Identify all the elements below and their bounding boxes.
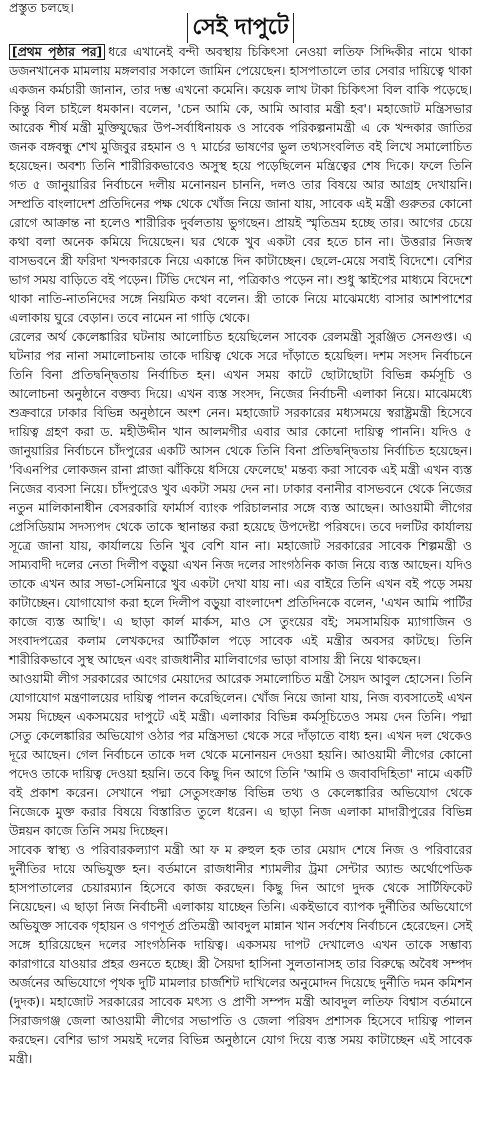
article-paragraph [9,43,472,328]
paragraph-text: ধরে এখানেই বন্দী অবস্থায় চিকিৎসা নেওয়া লতিফ সিদ্দিকীর নামে থাকা ডজনখানেক মামলায় মঙ্গলবার সকালে জামিন পেয়েছেন। হাসপাতালে তার সেবার দায়িত্বে থাকা একজন কর্মচারী জানান, তার দম্ভ এখনো কমেনি। কয়েক লাখ টাকা চিকিৎসা বিল বাকি পড়েছে। কিন্তু বিল চাইলে ধমকান। বলেন, 'চেন আমি কে, আমি আবার মন্ত্রী হব'। মহাজোট মন্ত্রিসভার আরেক শীর্ষ মন্ত্রী মুক্তিযুদ্ধের উপ-সর্বাধিনায়ক ও সাবেক পরিকল্পনামন্ত্রী এ কে খন্দকার জাতির জনক বঙ্গবন্ধু শেখ মুজিবুর রহমান ও ৭ মার্চের ভাষণের ভুল তথ্যসংবলিত বই লিখে সমালোচিত হয়েছেন। অবশ্য তিনি শারীরিকভাবেও অসুস্থ হয়ে পড়েছিলেন মন্ত্রিত্বের শেষ দিকে। ফলে তিনি গত ৫ জানুয়ারির নির্বাচনে দলীয় মনোনয়ন চাননি, দলও তার বিষয়ে আর আগ্রহ দেখায়নি। সম্প্রতি বাংলাদেশ প্রতিদিনের পক্ষ থেকে খোঁজ নিয়ে জানা যায়, সাবেক এই মন্ত্রী গুরুতর কোনো রোগে আক্রান্ত না হলেও শারীরিক দুর্বলতায় ভুগছেন। প্রায়ই স্মৃতিভ্রম হচ্ছে তার। আগের চেয়ে কথা বলা অনেক কমিয়ে দিয়েছেন। ঘর থেকে খুব একটা বের হতে চান না। উত্তরার নিজস্ব বাসভবনে স্ত্রী ফরিদা খন্দকারকে নিয়ে একান্তে দিন কাটাচ্ছেন। ছেলে-মেয়ে সবাই বিদেশে। বেশির ভাগ সময় বাড়িতে বই পড়েন। টিভি দেখেন না, পত্রিকাও পড়েন না। শুধু স্কাইপের মাধ্যমে বিদেশে থাকা নাতি-নাতনিদের সঙ্গে নিয়মিত কথা বলেন। স্ত্রী তাকে নিয়ে মাঝেমধ্যে বাসার আশপাশের এলাকায় ঘুরে বেড়ান। তবে নামেন না গাড়ি থেকে। [9,45,472,325]
jump-label: [প্রথম পৃষ্ঠার পর] [9,44,105,60]
article-headline: সেই দাপুটে [187,13,293,43]
article-paragraph: আওয়ামী লীগ সরকারের আগের মেয়াদের আরেক সমালোচিত মন্ত্রী সৈয়দ আবুল হোসেন। তিনি যোগাযোগ মন্ত্রণালয়ের দায়িত্ব পালন করেছিলেন। খোঁজ নিয়ে জানা যায়, নিজ ব্যবসাতেই এখন সময় দিচ্ছেন একসময়ের দাপুটে এই মন্ত্রী। এলাকার বিভিন্ন কর্মসূচিতেও সময় দেন তিনি। পদ্মা সেতু কেলেঙ্কারির অভিযোগ ওঠার পর মন্ত্রিসভা থেকে সরে দাঁড়াতে বাধ্য হন। এখন দল থেকেও দূরে আছেন। গেল নির্বাচনে তাকে দল থেকে মনোনয়ন দেওয়া হয়নি। আওয়ামী লীগের কোনো পদেও তাকে দায়িত্ব দেওয়া হয়নি। তবে কিছু দিন আগে তিনি 'আমি ও জবাবদিহিতা' নামে একটি বই প্রকাশ করেন। সেখানে পদ্মা সেতুসংক্রান্ত বিভিন্ন তথ্য ও কেলেঙ্কারির অভিযোগ থেকে নিজেকে মুক্ত করার বিষয়ে বিস্তারিত তুলে ধরেন। এ ছাড়া নিজ এলাকা মাদারীপুরের বিভিন্ন উন্নয়ন কাজে তিনি সময় দিচ্ছেন। [9,672,472,838]
article-paragraph: সাবেক স্বাস্থ্য ও পরিবারকল্যাণ মন্ত্রী আ ফ ম রুহুল হক তার মেয়াদ শেষে নিজ ও পরিবারের দুর্নীতির দায়ে অভিযুক্ত হন। বর্তমানে রাজধানীর শ্যামলীর ট্রমা সেন্টার অ্যান্ড অর্থোপেডিক হাসপাতালের চেয়ারম্যান হিসেবে কাজ করছেন। কিছু দিন আগে দুদক থেকে সার্টিফিকেট নিয়েছেন। এ ছাড়া নিজ নির্বাচনী এলাকায় যাচ্ছেন তিনি। একইভাবে ব্যাপক দুর্নীতির অভিযোগে অভিযুক্ত সাবেক গৃহায়ন ও গণপূর্ত প্রতিমন্ত্রী আবদুল মান্নান খান সর্বশেষ নির্বাচনে হেরেছেন। সেই সঙ্গে হারিয়েছেন দলের সাংগঠনিক দায়িত্ব। একসময় দাপট দেখালেও এখন তাকে সম্ভাব্য কারাগারে যাওয়ার প্রহর গুনতে হচ্ছে। স্ত্রী সৈয়দা হাসিনা সুলতানাসহ তার বিরুদ্ধে অবৈধ সম্পদ অর্জনের অভিযোগে পৃথক দুটি মামলার চার্জশিট দাখিলের অনুমোদন দিয়েছে দুর্নীতি দমন কমিশন (দুদক)। মহাজোট সরকারের সাবেক মৎস্য ও প্রাণী সম্পদ মন্ত্রী আবদুল লতিফ বিশ্বাস বর্তমানে সিরাজগঞ্জ জেলা আওয়ামী লীগের সভাপতি ও জেলা পরিষদ প্রশাসক হিসেবে দায়িত্ব পালন করছেন। বেশির ভাগ সময়ই দলের বিভিন্ন অনুষ্ঠানে যোগ দিয়ে ব্যস্ত সময় কাটাচ্ছেন এই সাবেক মন্ত্রী। [9,843,472,1066]
article-paragraph: রেলের অর্থ কেলেঙ্কারির ঘটনায় আলোচিত হয়েছিলেন সাবেক রেলমন্ত্রী সুরঞ্জিত সেনগুপ্ত। এ ঘটনার পর নানা সমালোচনায় তাকে দায়িত্ব থেকে সরে দাঁড়াতে হয়েছিল। দশম সংসদ নির্বাচনে তিনি বিনা প্রতিদ্বন্দ্বিতায় নির্বাচিত হন। এখন সময় কাটে ছোটাছোটা বিভিন্ন কর্মসূচি ও আলোচনা অনুষ্ঠানে বক্তব্য দিয়ে। এখন ব্যস্ত সংসদ, নিজের নির্বাচনী এলাকা নিয়ে। মাঝেমধ্যে শুক্রবারে ঢাকার বিভিন্ন অনুষ্ঠানে অংশ নেন। মহাজোট সরকারের মধ্যসময়ে স্বরাষ্ট্রমন্ত্রী হিসেবে দায়িত্ব গ্রহণ করা ড. মহীউদ্দীন খান আলমগীর এবার আর কোনো দায়িত্ব পাননি। যদিও ৫ জানুয়ারির নির্বাচনে চাঁদপুরের একটি আসন থেকে তিনি বিনা প্রতিদ্বন্দ্বিতায় নির্বাচিত হয়েছেন। 'বিএনপির লোকজন রানা প্লাজা ঝাঁকিয়ে ধসিয়ে ফেলেছে' মন্তব্য করা সাবেক এই মন্ত্রী এখন ব্যস্ত নিজের ব্যবসা নিয়ে। চাঁদপুরেও খুব একটা সময় দেন না। ঢাকার বনানীর বাসভবনে থেকে নিজের নতুন মালিকানাধীন বেসরকারি ফার্মার্স ব্যাংক পরিচালনার সঙ্গে ব্যস্ত আছেন। আওয়ামী লীগের প্রেসিডিয়াম সদস্যপদ থেকে তাকে স্থানান্তর করা হয়েছে উপদেষ্টা পরিষদে। তবে দলটির কার্যালয় সূত্রে জানা যায়, কার্যালয়ে তিনি খুব বেশি যান না। মহাজোট সরকারের সাবেক শিল্পমন্ত্রী ও সাম্যবাদী দলের নেতা দিলীপ বড়ুয়া এখন নিজ দলের সাংগঠনিক কাজ নিয়ে ব্যস্ত আছেন। যদিও তাকে এখন আর সভা-সেমিনারে খুব একটা দেখা যায় না। এর বাইরে তিনি এখন বই পড়ে সময় কাটাচ্ছেন। যোগাযোগ করা হলে দিলীপ বড়ুয়া বাংলাদেশ প্রতিদিনকে বলেন, 'এখন আমি পার্টির কাজে ব্যস্ত আছি'। এ ছাড়া কার্ল মার্কস, মাও সে তুংয়ের বই; সমসাময়িক ম্যাগাজিন ও সংবাদপত্রের কলাম লেখকদের আর্টিকাল পড়ে সাবেক এই মন্ত্রীর অবসর কাটছে। তিনি শারীরিকভাবে সুস্থ আছেন এবং রাজধানীর মালিবাগের ভাড়া বাসায় স্ত্রী নিয়ে থাকছেন। [9,330,472,667]
article-body [9,43,472,1069]
headline-box [9,13,472,43]
previous-article-tail: প্রস্তুত চলছে। [9,0,74,15]
